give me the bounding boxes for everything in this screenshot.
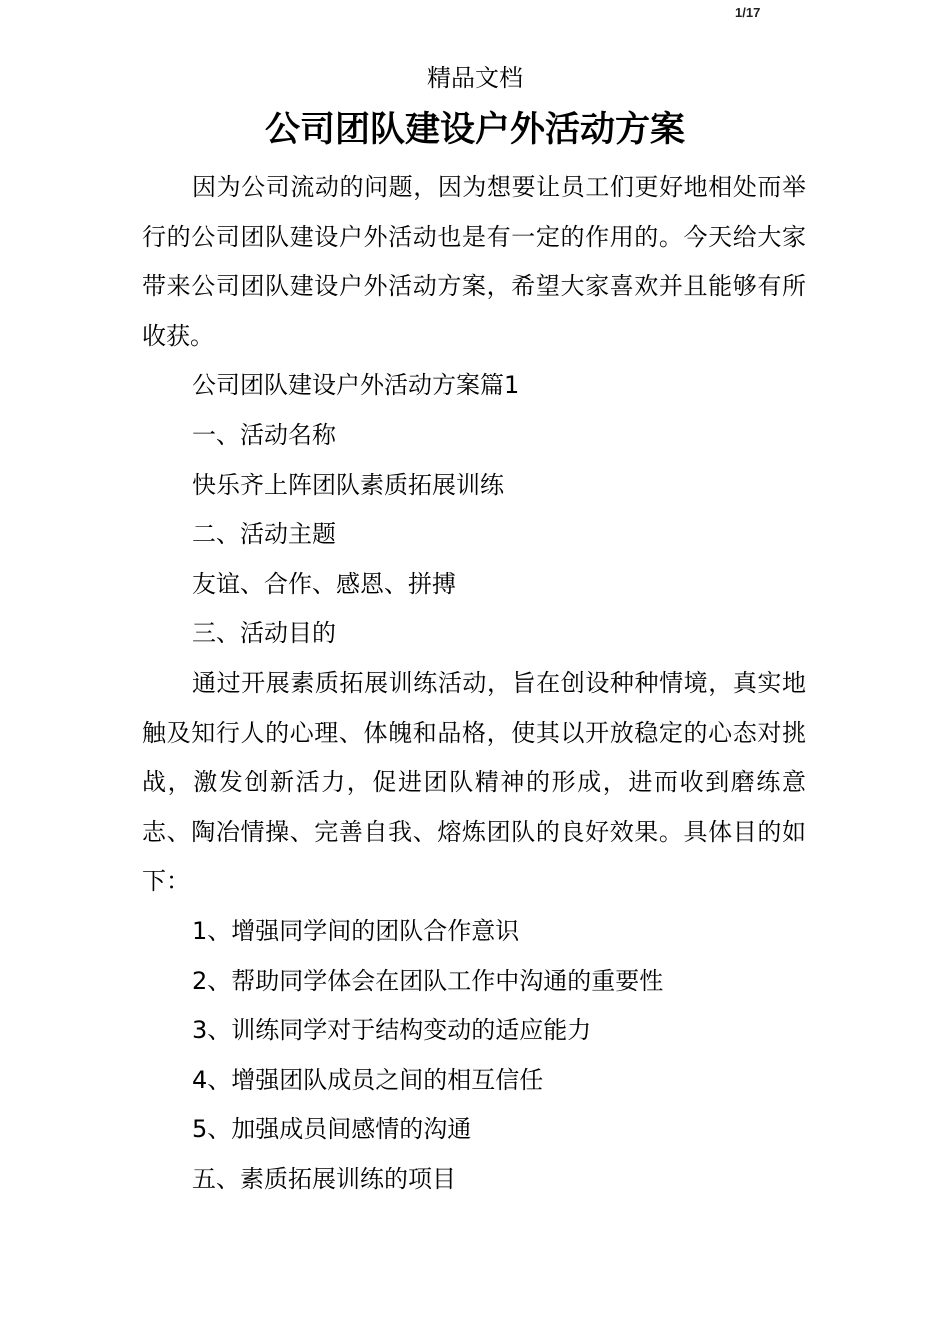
- page-number: 1/17: [735, 5, 761, 20]
- goal-item: 3、训练同学对于结构变动的适应能力: [192, 1016, 592, 1045]
- goal-item: 4、增强团队成员之间的相互信任: [192, 1065, 544, 1094]
- intro-paragraph: 因为公司流动的问题，因为想要让员工们更好地相处而举行的公司团队建设户外活动也是有一定的作用的。今天给大家带来公司团队建设户外活动方案，希望大家喜欢并且能够有所收获。: [142, 173, 806, 350]
- activity-theme-text: 友谊、合作、感恩、拼搏: [192, 569, 456, 598]
- goal-item: 2、帮助同学体会在团队工作中沟通的重要性: [192, 966, 664, 995]
- document-header: 精品文档: [427, 64, 523, 92]
- section-title: 公司团队建设户外活动方案篇1: [192, 371, 520, 400]
- activity-name-text: 快乐齐上阵团队素质拓展训练: [192, 470, 504, 499]
- document-title: 公司团队建设户外活动方案: [264, 110, 685, 150]
- purpose-paragraph: 通过开展素质拓展训练活动，旨在创设种种情境，真实地触及知行人的心理、体魄和品格，使其以开放稳定的心态对挑战，激发创新活力，促进团队精神的形成，进而收到磨练意志、陶冶情操、完善自我、熔炼团队的良好效果。具体目的如下：: [142, 668, 806, 896]
- heading-activity-name: 一、活动名称: [192, 420, 336, 449]
- goal-item: 5、加强成员间感情的沟通: [192, 1115, 472, 1144]
- heading-training-projects: 五、素质拓展训练的项目: [192, 1164, 456, 1193]
- document-body: [142, 163, 806, 1204]
- heading-activity-theme: 二、活动主题: [192, 520, 336, 549]
- goal-item: 1、增强同学间的团队合作意识: [192, 916, 520, 945]
- heading-activity-purpose: 三、活动目的: [192, 619, 336, 648]
